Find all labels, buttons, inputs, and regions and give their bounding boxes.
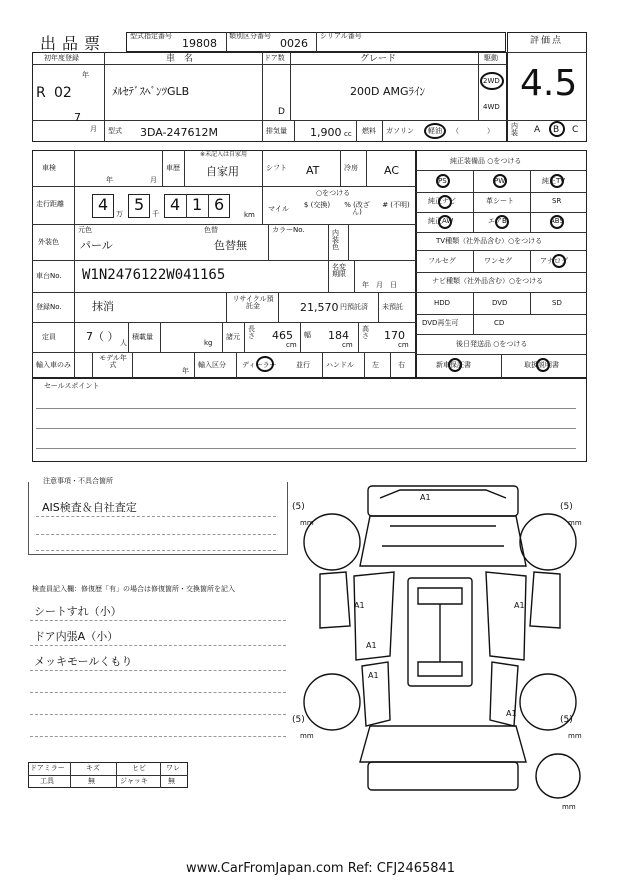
import-only-label: 輸入車のみ xyxy=(36,361,71,369)
equip-aw-circle xyxy=(438,215,452,229)
door-value: D xyxy=(278,107,285,117)
reg-no-value: 抹消 xyxy=(92,300,114,313)
tire-fl: (5) xyxy=(292,502,305,512)
tire-rl: (5) xyxy=(292,715,305,725)
equip-abs-circle xyxy=(550,215,564,229)
tools-header-2: キズ xyxy=(86,764,100,772)
equip-sr: SR xyxy=(552,197,562,205)
ac-label: 冷房 xyxy=(344,164,358,172)
load-label: 積載量 xyxy=(132,333,153,341)
tv-analog: アナログ xyxy=(540,257,568,265)
equip-ps-circle xyxy=(436,174,450,188)
dealer-circle xyxy=(256,356,274,372)
chassis-label: 車台No. xyxy=(36,272,62,280)
recycle-label: リサイクル預託金 xyxy=(232,295,274,310)
tools-header-3: ヒビ xyxy=(132,764,146,772)
notes-label: 注意事項・不具合箇所 xyxy=(40,478,116,485)
history-value: 自家用 xyxy=(206,165,239,178)
model-spec-label: 型式指定番号 xyxy=(130,32,172,40)
first-reg-era: R xyxy=(36,85,46,101)
equipment-title: 純正装備品 ○をつける xyxy=(450,157,522,165)
navi-hdd: HDD xyxy=(434,299,451,307)
displacement-label: 排気量 xyxy=(266,127,287,135)
tire-rr: (5) xyxy=(560,715,573,725)
handle-label: ハンドル xyxy=(326,361,354,369)
equip-tv-circle xyxy=(550,174,564,188)
cc-unit: cc xyxy=(344,130,352,138)
inspector-line-3: メッキモールくもり xyxy=(34,655,133,668)
displacement-value: 1,900 xyxy=(310,126,342,139)
later-warranty-circle xyxy=(448,358,462,372)
mile-label: マイル xyxy=(268,205,289,213)
grade-value: 200D AMGﾗｲﾝ xyxy=(350,85,426,98)
damage-mark-left-rear: A1 xyxy=(368,671,379,680)
parallel-option: 並行 xyxy=(296,361,310,369)
import-type-label: 輸入区分 xyxy=(198,361,226,369)
color-no-label: カラーNo. xyxy=(272,226,305,234)
equip-navi-circle xyxy=(438,195,452,209)
navi-cd: CD xyxy=(494,319,505,327)
fuel-diesel: 軽油 xyxy=(428,127,442,135)
interior-c: C xyxy=(572,125,579,135)
interior-a: A xyxy=(534,125,541,135)
drive-label: 駆動 xyxy=(484,54,498,62)
fuel-gas: ガソリン xyxy=(386,127,414,135)
first-reg-label: 初年度登録 xyxy=(44,54,79,62)
navi-dvd: DVD xyxy=(492,299,508,307)
damage-mark-right-rear: A1 xyxy=(506,709,517,718)
score-label: 評価点 xyxy=(530,36,564,46)
month-unit: 月 xyxy=(90,125,97,133)
equip-ps: PS xyxy=(438,177,447,185)
grade-label: グレード xyxy=(360,54,397,64)
fuel-label: 燃料 xyxy=(362,127,376,135)
drive-2wd-circle xyxy=(480,72,504,90)
damage-mark-left-door: A1 xyxy=(366,641,377,650)
int-color-label: 内装色 xyxy=(332,229,339,251)
inspector-line-1: シートすれ（小） xyxy=(34,605,122,618)
inspector-line-2: ドア内張A（小） xyxy=(34,630,119,643)
door-label: ドア数 xyxy=(264,54,285,62)
first-reg-year: 02 xyxy=(54,85,72,101)
repaint-value: 色替無 xyxy=(214,239,247,252)
mileage-digit-1: 4 xyxy=(98,195,109,214)
equip-pw: PW xyxy=(494,177,506,185)
later-title: 後日発送品 ○をつける xyxy=(456,340,528,348)
sales-point-label: セールスポイント xyxy=(44,382,100,390)
interior-b: B xyxy=(553,125,560,135)
equip-aw: 純正AW xyxy=(428,217,454,225)
dimensions-label: 諸元 xyxy=(226,333,240,341)
shift-label: シフト xyxy=(266,164,287,172)
damage-mark-front: A1 xyxy=(420,493,431,502)
unknown-label: # (不明) xyxy=(382,201,410,209)
handle-left: 左 xyxy=(372,361,379,369)
drive-4wd: 4WD xyxy=(483,103,500,111)
inspection-year-unit: 年 xyxy=(106,176,113,184)
car-damage-diagram xyxy=(290,476,590,816)
altered-label: % (改ざん) xyxy=(344,201,370,216)
notes-box xyxy=(28,482,288,555)
name-change-label: 名変期限 xyxy=(332,263,346,278)
car-name: ﾒﾙｾﾃﾞｽﾍﾞﾝﾂGLB xyxy=(112,85,190,98)
color-label: 外装色 xyxy=(38,238,59,246)
inspector-label: 検査員記入欄：修復歴「有」の場合は修復箇所・交換箇所を記入 xyxy=(32,585,235,593)
mileage-digit-4: 1 xyxy=(192,195,203,214)
navi-sd: SD xyxy=(552,299,562,307)
capacity-value: 7（ ） xyxy=(86,330,119,343)
class-value: 0026 xyxy=(280,37,308,50)
mileage-digit-5: 6 xyxy=(214,195,225,214)
equip-airbag: エアB xyxy=(488,217,507,225)
equip-navi: 純正ナビ xyxy=(428,197,456,205)
equip-pw-circle xyxy=(493,174,507,188)
dealer-option: ディーラー xyxy=(242,361,277,369)
equip-leather: 革シート xyxy=(486,197,514,205)
later-warranty: 新車保証書 xyxy=(436,361,471,369)
fuel-diesel-circle xyxy=(424,123,446,139)
chassis-value: W1N2476122W041165 xyxy=(82,267,226,283)
orig-color-value: パール xyxy=(80,239,113,252)
recycle-unit: 円預託済 xyxy=(340,303,368,311)
equip-airbag-circle xyxy=(495,215,509,229)
equip-tv: 純正TV xyxy=(542,177,566,185)
capacity-label: 定員 xyxy=(42,333,56,341)
tools-header-1: ドアミラー xyxy=(30,764,65,772)
tv-oneseg: ワンセグ xyxy=(484,257,512,265)
tools-header-4: ワレ xyxy=(166,764,180,772)
mileage-label: 走行距離 xyxy=(36,200,64,208)
inspection-label: 車検 xyxy=(42,164,56,172)
history-note: ※未記入は自家用 xyxy=(200,151,248,158)
mileage-digit-3: 4 xyxy=(170,195,181,214)
drive-2wd: 2WD xyxy=(483,77,500,85)
car-name-label: 車 名 xyxy=(166,54,194,64)
mile-circle-note: ○をつける xyxy=(316,189,351,197)
sales-point-box xyxy=(32,378,587,462)
unpaid-label: 未預託 xyxy=(382,303,403,311)
tools-value-3: ジャッキ xyxy=(120,777,148,785)
model-year-label: モデル年式 xyxy=(99,354,127,369)
later-manual-circle xyxy=(536,358,550,372)
tools-value-2: 無 xyxy=(88,777,95,785)
tv-title: TV種類（社外品含む）○をつける xyxy=(436,237,543,245)
length-value: 465 xyxy=(272,329,293,342)
interior-label: 内装 xyxy=(511,122,518,137)
navi-title: ナビ種類（社外品含む）○をつける xyxy=(432,277,544,285)
score-value: 4.5 xyxy=(520,63,578,104)
model-type: 3DA-247612M xyxy=(140,126,219,139)
handle-right: 右 xyxy=(398,361,405,369)
damage-mark-left-front: A1 xyxy=(354,601,365,610)
serial-label: シリアル番号 xyxy=(320,32,362,40)
exchange-label: $ (交換) xyxy=(303,201,331,209)
later-manual: 取扱説明書 xyxy=(524,361,559,369)
sheet-title: 出品票 xyxy=(40,34,107,53)
orig-color-label: 元色 xyxy=(78,226,92,234)
reg-no-label: 登録No. xyxy=(36,303,62,311)
spare-mm: mm xyxy=(562,803,576,811)
ac-value: AC xyxy=(384,164,400,177)
history-label: 車歴 xyxy=(166,164,180,172)
height-value: 170 xyxy=(384,329,405,342)
tire-fr: (5) xyxy=(560,502,573,512)
tv-analog-circle xyxy=(552,254,566,268)
model-spec-value: 19808 xyxy=(182,37,217,50)
notes-line-1: AIS検査＆自社査定 xyxy=(42,501,137,514)
tools-value-4: 無 xyxy=(168,777,175,785)
damage-mark-right-front: A1 xyxy=(514,601,525,610)
equip-abs: ABS xyxy=(550,217,564,225)
navi-dvd-play: DVD再生可 xyxy=(422,319,459,327)
class-label: 類別区分番号 xyxy=(229,32,271,40)
shift-value: AT xyxy=(306,164,320,177)
year-unit: 年 xyxy=(82,71,89,79)
width-value: 184 xyxy=(328,329,349,342)
footer-watermark: www.CarFromJapan.com Ref: CFJ2465841 xyxy=(186,861,456,876)
inspection-month-unit: 月 xyxy=(150,176,157,184)
tv-fullseg: フルセグ xyxy=(428,257,456,265)
first-reg-month: 7 xyxy=(74,111,81,124)
repaint-label: 色替 xyxy=(204,226,218,234)
interior-b-circle xyxy=(549,121,565,137)
tools-value-1: 工具 xyxy=(40,777,54,785)
mileage-digit-2: 5 xyxy=(134,195,145,214)
recycle-value: 21,570 xyxy=(300,301,339,314)
model-type-label: 型式 xyxy=(108,127,122,135)
